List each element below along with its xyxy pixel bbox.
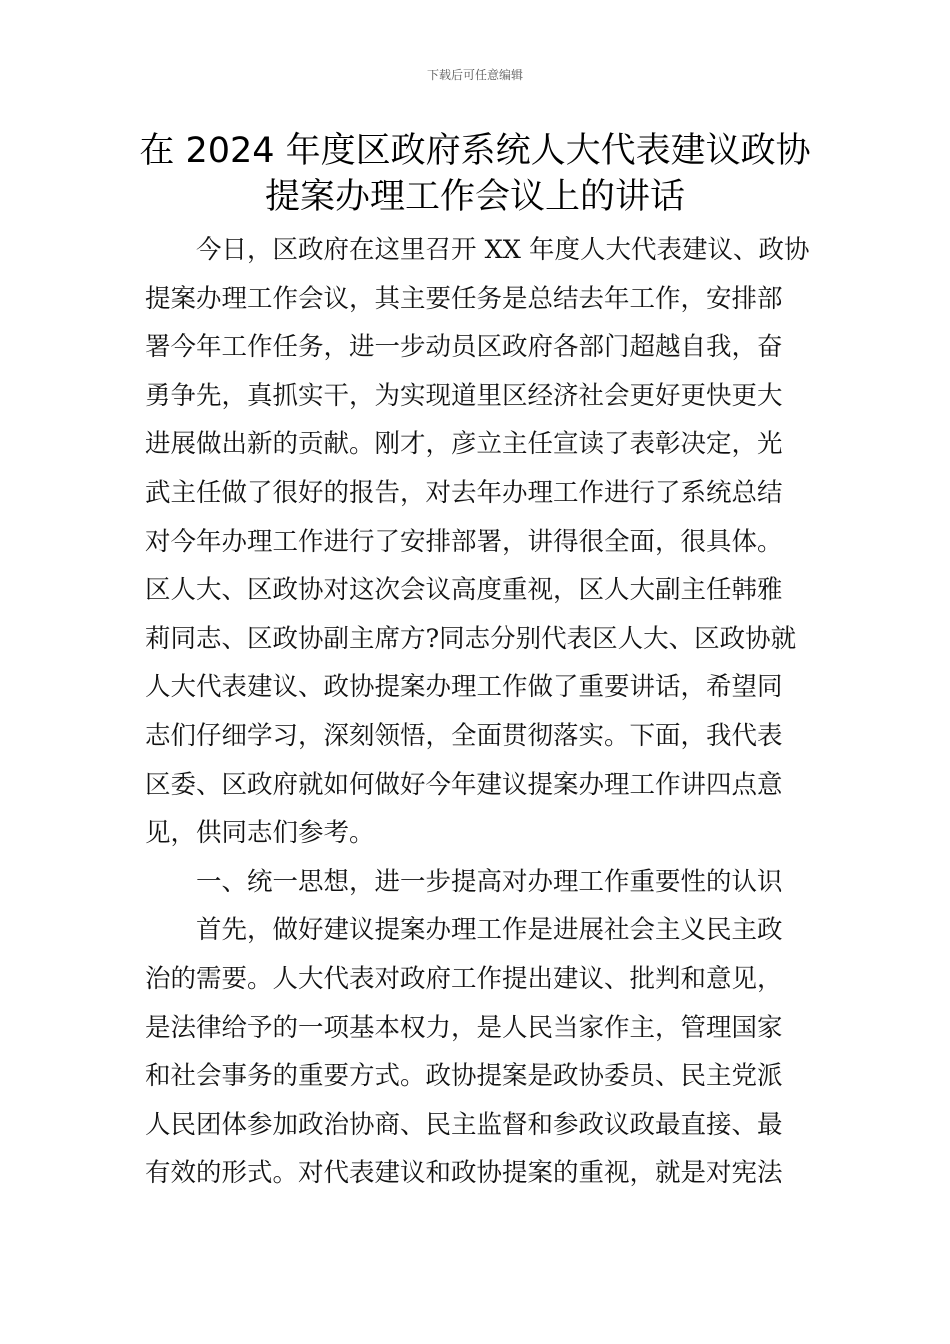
- body-line: 进展做出新的贡献。刚才，彦立主任宣读了表彰决定，光: [145, 429, 783, 460]
- body-line: 区人大、区政协对这次会议高度重视，区人大副主任韩雅: [145, 575, 783, 606]
- title-line-2: 提案办理工作会议上的讲话: [264, 177, 685, 217]
- body-line: 今日，区政府在这里召开 XX 年度人大代表建议、政协: [196, 235, 810, 265]
- body-line: 见，供同志们参考。: [145, 818, 375, 849]
- body-line: 对今年办理工作进行了安排部署，讲得很全面，很具体。: [145, 526, 783, 557]
- body-line: 区委、区政府就如何做好今年建议提案办理工作讲四点意: [145, 769, 783, 800]
- body-line: 署今年工作任务，进一步动员区政府各部门超越自我，奋: [145, 332, 783, 363]
- body-line: 有效的形式。对代表建议和政协提案的重视，就是对宪法: [145, 1158, 783, 1189]
- body-line: 提案办理工作会议，其主要任务是总结去年工作，安排部: [145, 283, 783, 314]
- section-heading: 一、统一思想，进一步提高对办理工作重要性的认识: [196, 866, 783, 897]
- header-note: 下载后可任意编辑: [426, 68, 523, 82]
- title-line-1: 在 2024 年度区政府系统人大代表建议政协: [139, 131, 811, 171]
- document-title: [120, 128, 830, 220]
- body-line: 莉同志、区政协副主席方?同志分别代表区人大、区政协就: [145, 623, 797, 654]
- body-line: 勇争先，真抓实干，为实现道里区经济社会更好更快更大: [145, 380, 783, 411]
- body-line: 治的需要。人大代表对政府工作提出建议、批判和意见，: [145, 963, 783, 994]
- body-line: 人大代表建议、政协提案办理工作做了重要讲话，希望同: [145, 672, 783, 703]
- body-line: 是法律给予的一项基本权力，是人民当家作主，管理国家: [145, 1012, 783, 1043]
- body-line: 首先，做好建议提案办理工作是进展社会主义民主政: [196, 915, 783, 946]
- body-line: 人民团体参加政治协商、民主监督和参政议政最直接、最: [145, 1109, 783, 1140]
- body-line: 和社会事务的重要方式。政协提案是政协委员、民主党派: [145, 1061, 783, 1092]
- body-line: 志们仔细学习，深刻领悟，全面贯彻落实。下面，我代表: [145, 720, 783, 751]
- body-text: [145, 226, 810, 1198]
- body-line: 武主任做了很好的报告，对去年办理工作进行了系统总结: [145, 477, 783, 508]
